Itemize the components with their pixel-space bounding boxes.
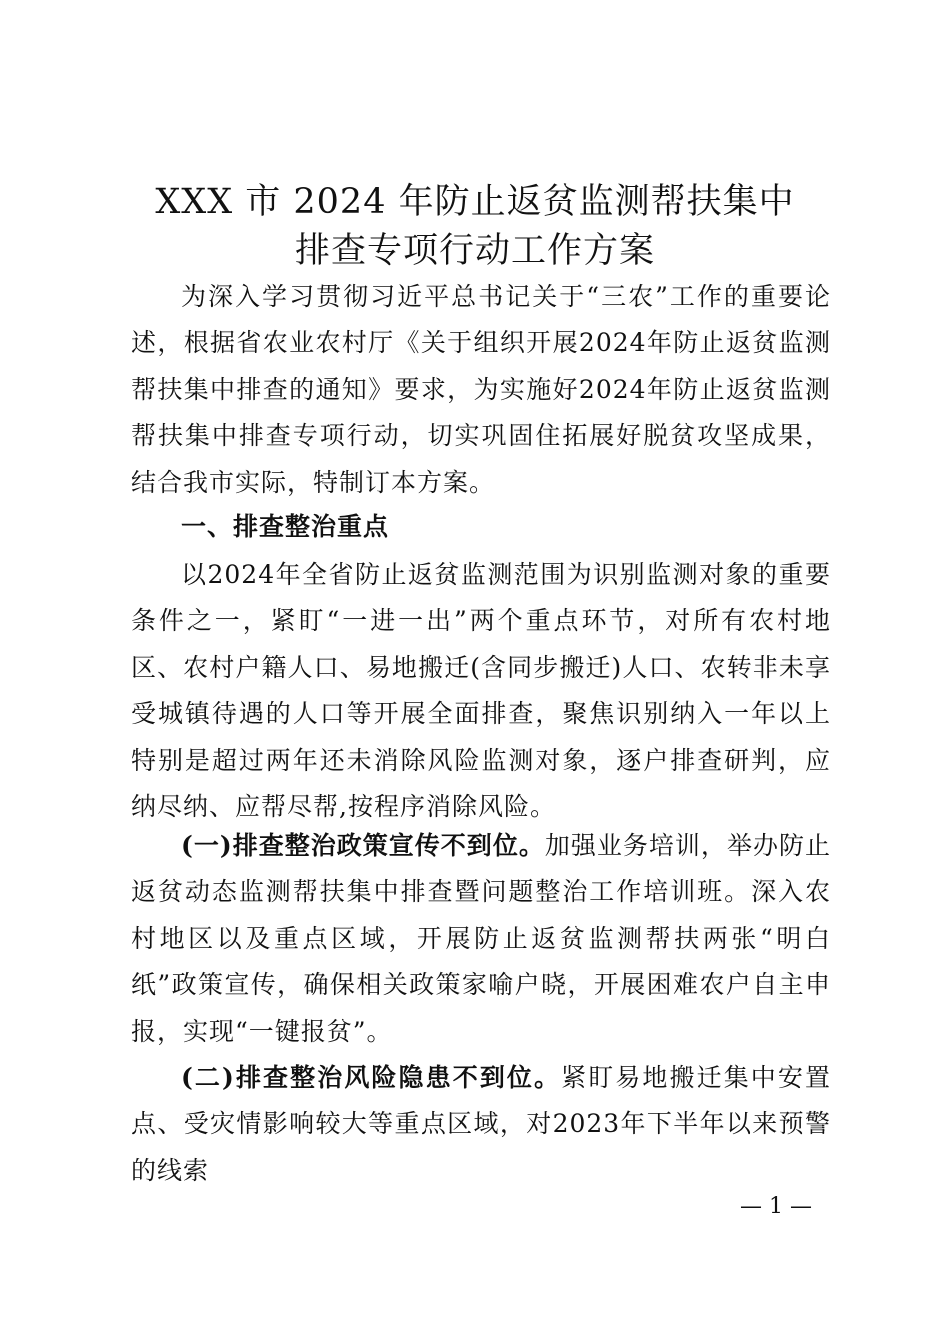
page-number: — 1 — [740, 1194, 812, 1219]
document-title-line-1: XXX 市 2024 年防止返贫监测帮扶集中 [155, 182, 795, 222]
item-2-text: 紧盯易地搬迁集中安置点、受灾情影响较大等重点区域，对2023年下半年以来预警的线索 [131, 1063, 831, 1185]
document-title-line-2: 排查专项行动工作方案 [294, 231, 655, 271]
item-2-heading: (二)排查整治风险隐患不到位。 [181, 1063, 562, 1092]
item-1-paragraph [131, 823, 831, 1055]
section-1-paragraph: 以2024年全省防止返贫监测范围为识别监测对象的重要条件之一，紧盯“一进一出”两个重点环节，对所有农村地区、农村户籍人口、易地搬迁(含同步搬迁)人口、农转非未享受城镇待遇的人口等开展全面排查，聚焦识别纳入一年以上特别是超过两年还未消除风险监测对象，逐户排查研判，应纳尽纳、应帮尽帮,按程序消除风险。 [131, 560, 831, 822]
item-1-heading: (一)排查整治政策宣传不到位。 [181, 831, 545, 860]
intro-paragraph: 为深入学习贯彻习近平总书记关于“三农”工作的重要论述，根据省农业农村厅《关于组织开展2024年防止返贫监测帮扶集中排查的通知》要求，为实施好2024年防止返贫监测帮扶集中排查专项行动，切实巩固住拓展好脱贫攻坚成果，结合我市实际，特制订本方案。 [131, 282, 831, 497]
section-1-heading: 一、排查整治重点 [181, 512, 390, 541]
item-2-paragraph [131, 1055, 831, 1194]
item-1-text: 加强业务培训，举办防止返贫动态监测帮扶集中排查暨问题整治工作培训班。深入农村地区以及重点区域，开展防止返贫监测帮扶两张“明白纸”政策宣传，确保相关政策家喻户晓，开展困难农户自主申报，实现“一键报贫”。 [131, 831, 831, 1046]
